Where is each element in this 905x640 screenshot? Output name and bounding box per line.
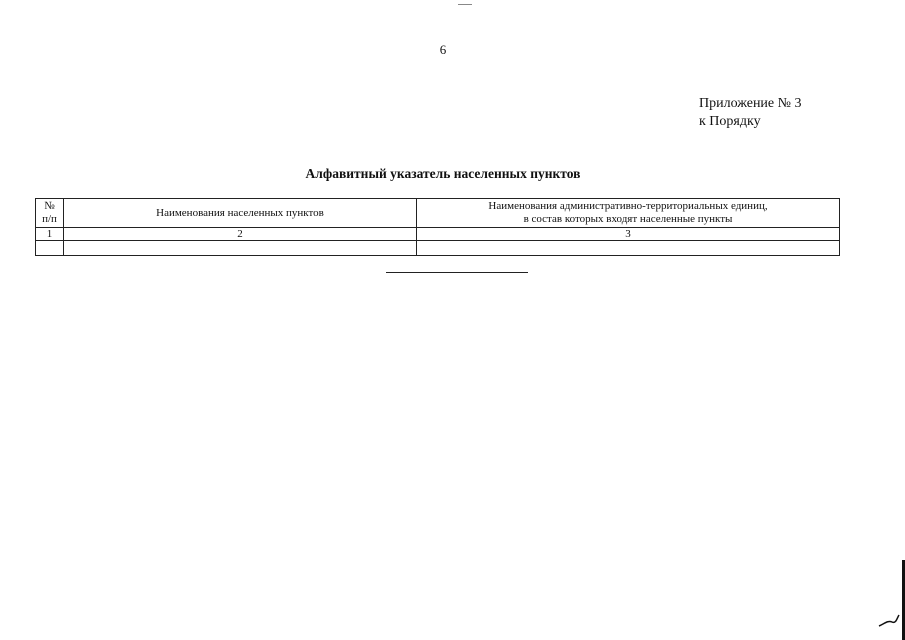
header-admin-units [417, 199, 840, 228]
table-header-row [36, 199, 840, 228]
scan-top-mark [458, 4, 472, 5]
document-title: Алфавитный указатель населенных пунктов [305, 166, 581, 181]
table-cell [36, 241, 64, 256]
header-admin-units-line-1: Наименования административно-территориальных единиц, [488, 200, 768, 212]
header-number-line-1: № [44, 200, 55, 212]
column-number-1: 1 [36, 228, 64, 241]
table-cell [417, 241, 840, 256]
header-settlements: Наименования населенных пунктов [64, 199, 417, 228]
closing-rule [386, 272, 528, 273]
header-admin-units-line-2: в состав которых входят населенные пункты [523, 213, 733, 225]
table-row [36, 241, 840, 256]
table-cell [64, 241, 417, 256]
scan-corner-mark [878, 614, 900, 628]
page-number: 6 [439, 42, 447, 57]
settlements-index-table [35, 198, 840, 256]
header-number [36, 199, 64, 228]
column-number-row [36, 228, 840, 241]
column-number-3: 3 [417, 228, 840, 241]
appendix-line-2: к Порядку [699, 114, 761, 129]
header-number-line-2: п/п [42, 213, 57, 225]
appendix-block [699, 95, 802, 131]
appendix-line-1: Приложение № 3 [699, 96, 802, 111]
column-number-2: 2 [64, 228, 417, 241]
